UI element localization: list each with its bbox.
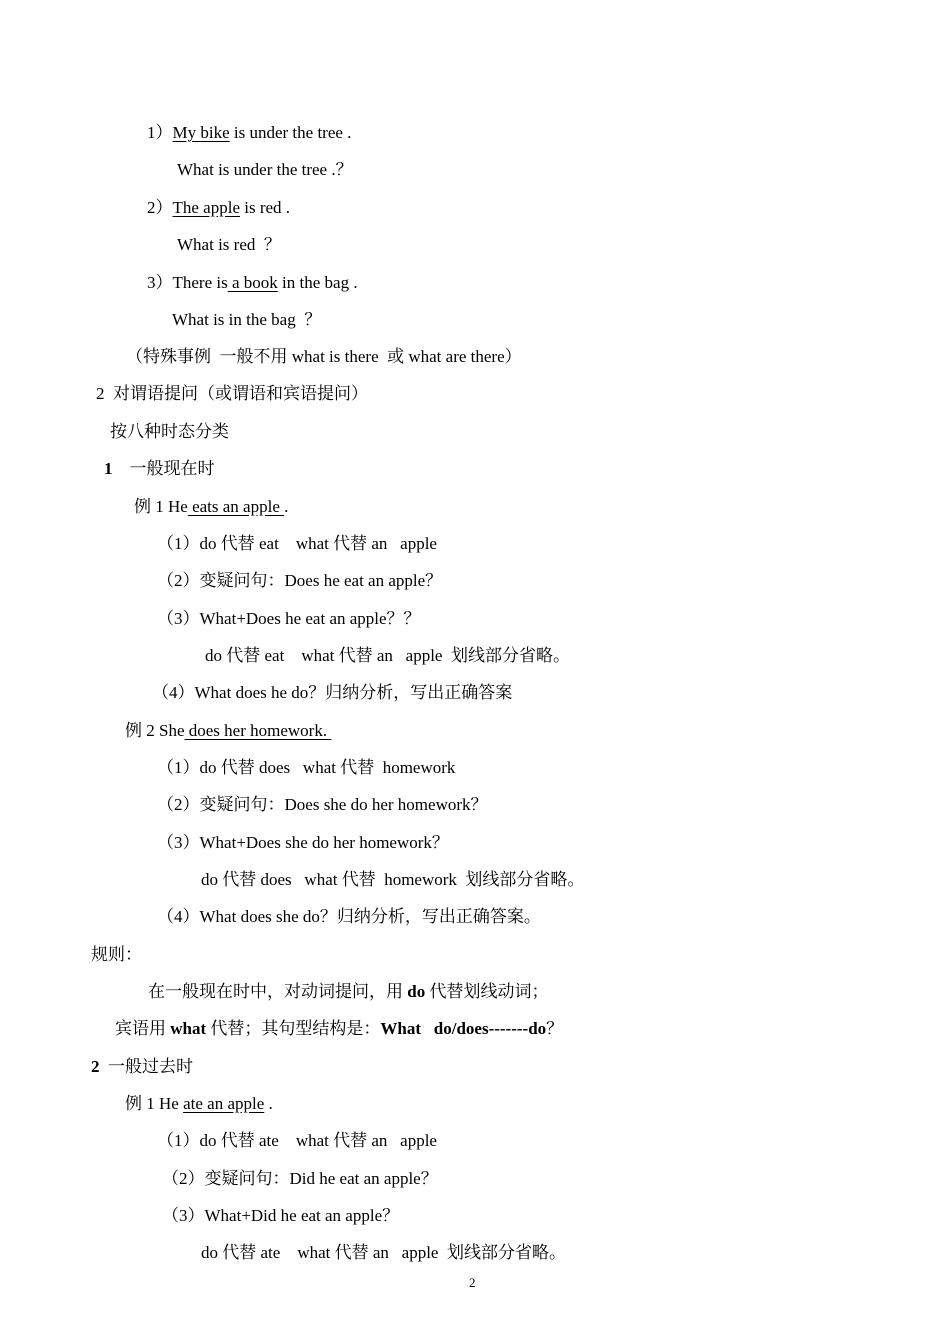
rule-line-2: 宾语用 what 代替；其句型结构是：What do/does-------do？ <box>115 1019 564 1038</box>
underlined-predicate: eats an apple <box>187 497 285 516</box>
tense-heading-present: 1 一般现在时 <box>104 459 215 478</box>
rule-heading: 规则： <box>91 945 142 964</box>
example-1-sentence: 1）My bike is under the tree . <box>147 123 352 142</box>
step-2: （2）变疑问句：Does she do her homework？ <box>157 795 488 814</box>
tense-heading-past: 2 一般过去时 <box>91 1057 193 1076</box>
underlined-subject: The apple <box>172 198 240 217</box>
underlined-predicate: does her homework. <box>184 721 332 740</box>
step-3: （3）What+Did he eat an apple？ <box>162 1206 400 1225</box>
section-heading-predicate: 2 对谓语提问（或谓语和宾语提问） <box>96 384 368 403</box>
underlined-subject: My bike <box>172 123 230 142</box>
step-1: （1）do 代替 ate what 代替 an apple <box>157 1131 437 1150</box>
step-3-note: do 代替 eat what 代替 an apple 划线部分省略。 <box>205 646 570 665</box>
page-number: 2 <box>469 1275 476 1290</box>
step-4: （4）What does he do？归纳分析，写出正确答案 <box>152 683 513 702</box>
special-case-note: （特殊事例 一般不用 what is there 或 what are there） <box>126 347 522 366</box>
step-1: （1）do 代替 eat what 代替 an apple <box>157 534 437 553</box>
sentence-pattern: What do/does-------do <box>380 1019 547 1038</box>
present-example-2: 例 2 She does her homework. <box>125 721 332 740</box>
step-2: （2）变疑问句：Did he eat an apple？ <box>162 1169 438 1188</box>
example-3-question: What is in the bag ？ <box>172 310 322 329</box>
step-3-note: do 代替 ate what 代替 an apple 划线部分省略。 <box>201 1243 566 1262</box>
step-2: （2）变疑问句：Does he eat an apple？ <box>157 571 443 590</box>
step-1: （1）do 代替 does what 代替 homework <box>157 758 456 777</box>
step-3: （3）What+Does he eat an apple？？ <box>157 609 421 628</box>
step-3: （3）What+Does she do her homework？ <box>157 833 449 852</box>
underlined-predicate: ate an apple <box>183 1094 265 1113</box>
example-2-question: What is red ？ <box>177 235 281 254</box>
underlined-subject: a book <box>227 273 278 292</box>
example-3-sentence: 3）There is a book in the bag . <box>147 273 358 292</box>
tense-classification: 按八种时态分类 <box>110 422 229 441</box>
rule-line-1: 在一般现在时中，对动词提问，用 do 代替划线动词； <box>148 982 549 1001</box>
step-3-note: do 代替 does what 代替 homework 划线部分省略。 <box>201 870 585 889</box>
past-example-1: 例 1 He ate an apple . <box>125 1094 273 1113</box>
present-example-1: 例 1 He eats an apple . <box>134 497 289 516</box>
step-4: （4）What does she do？归纳分析，写出正确答案。 <box>157 907 541 926</box>
example-2-sentence: 2）The apple is red . <box>147 198 291 217</box>
example-1-question: What is under the tree .？ <box>177 160 353 179</box>
